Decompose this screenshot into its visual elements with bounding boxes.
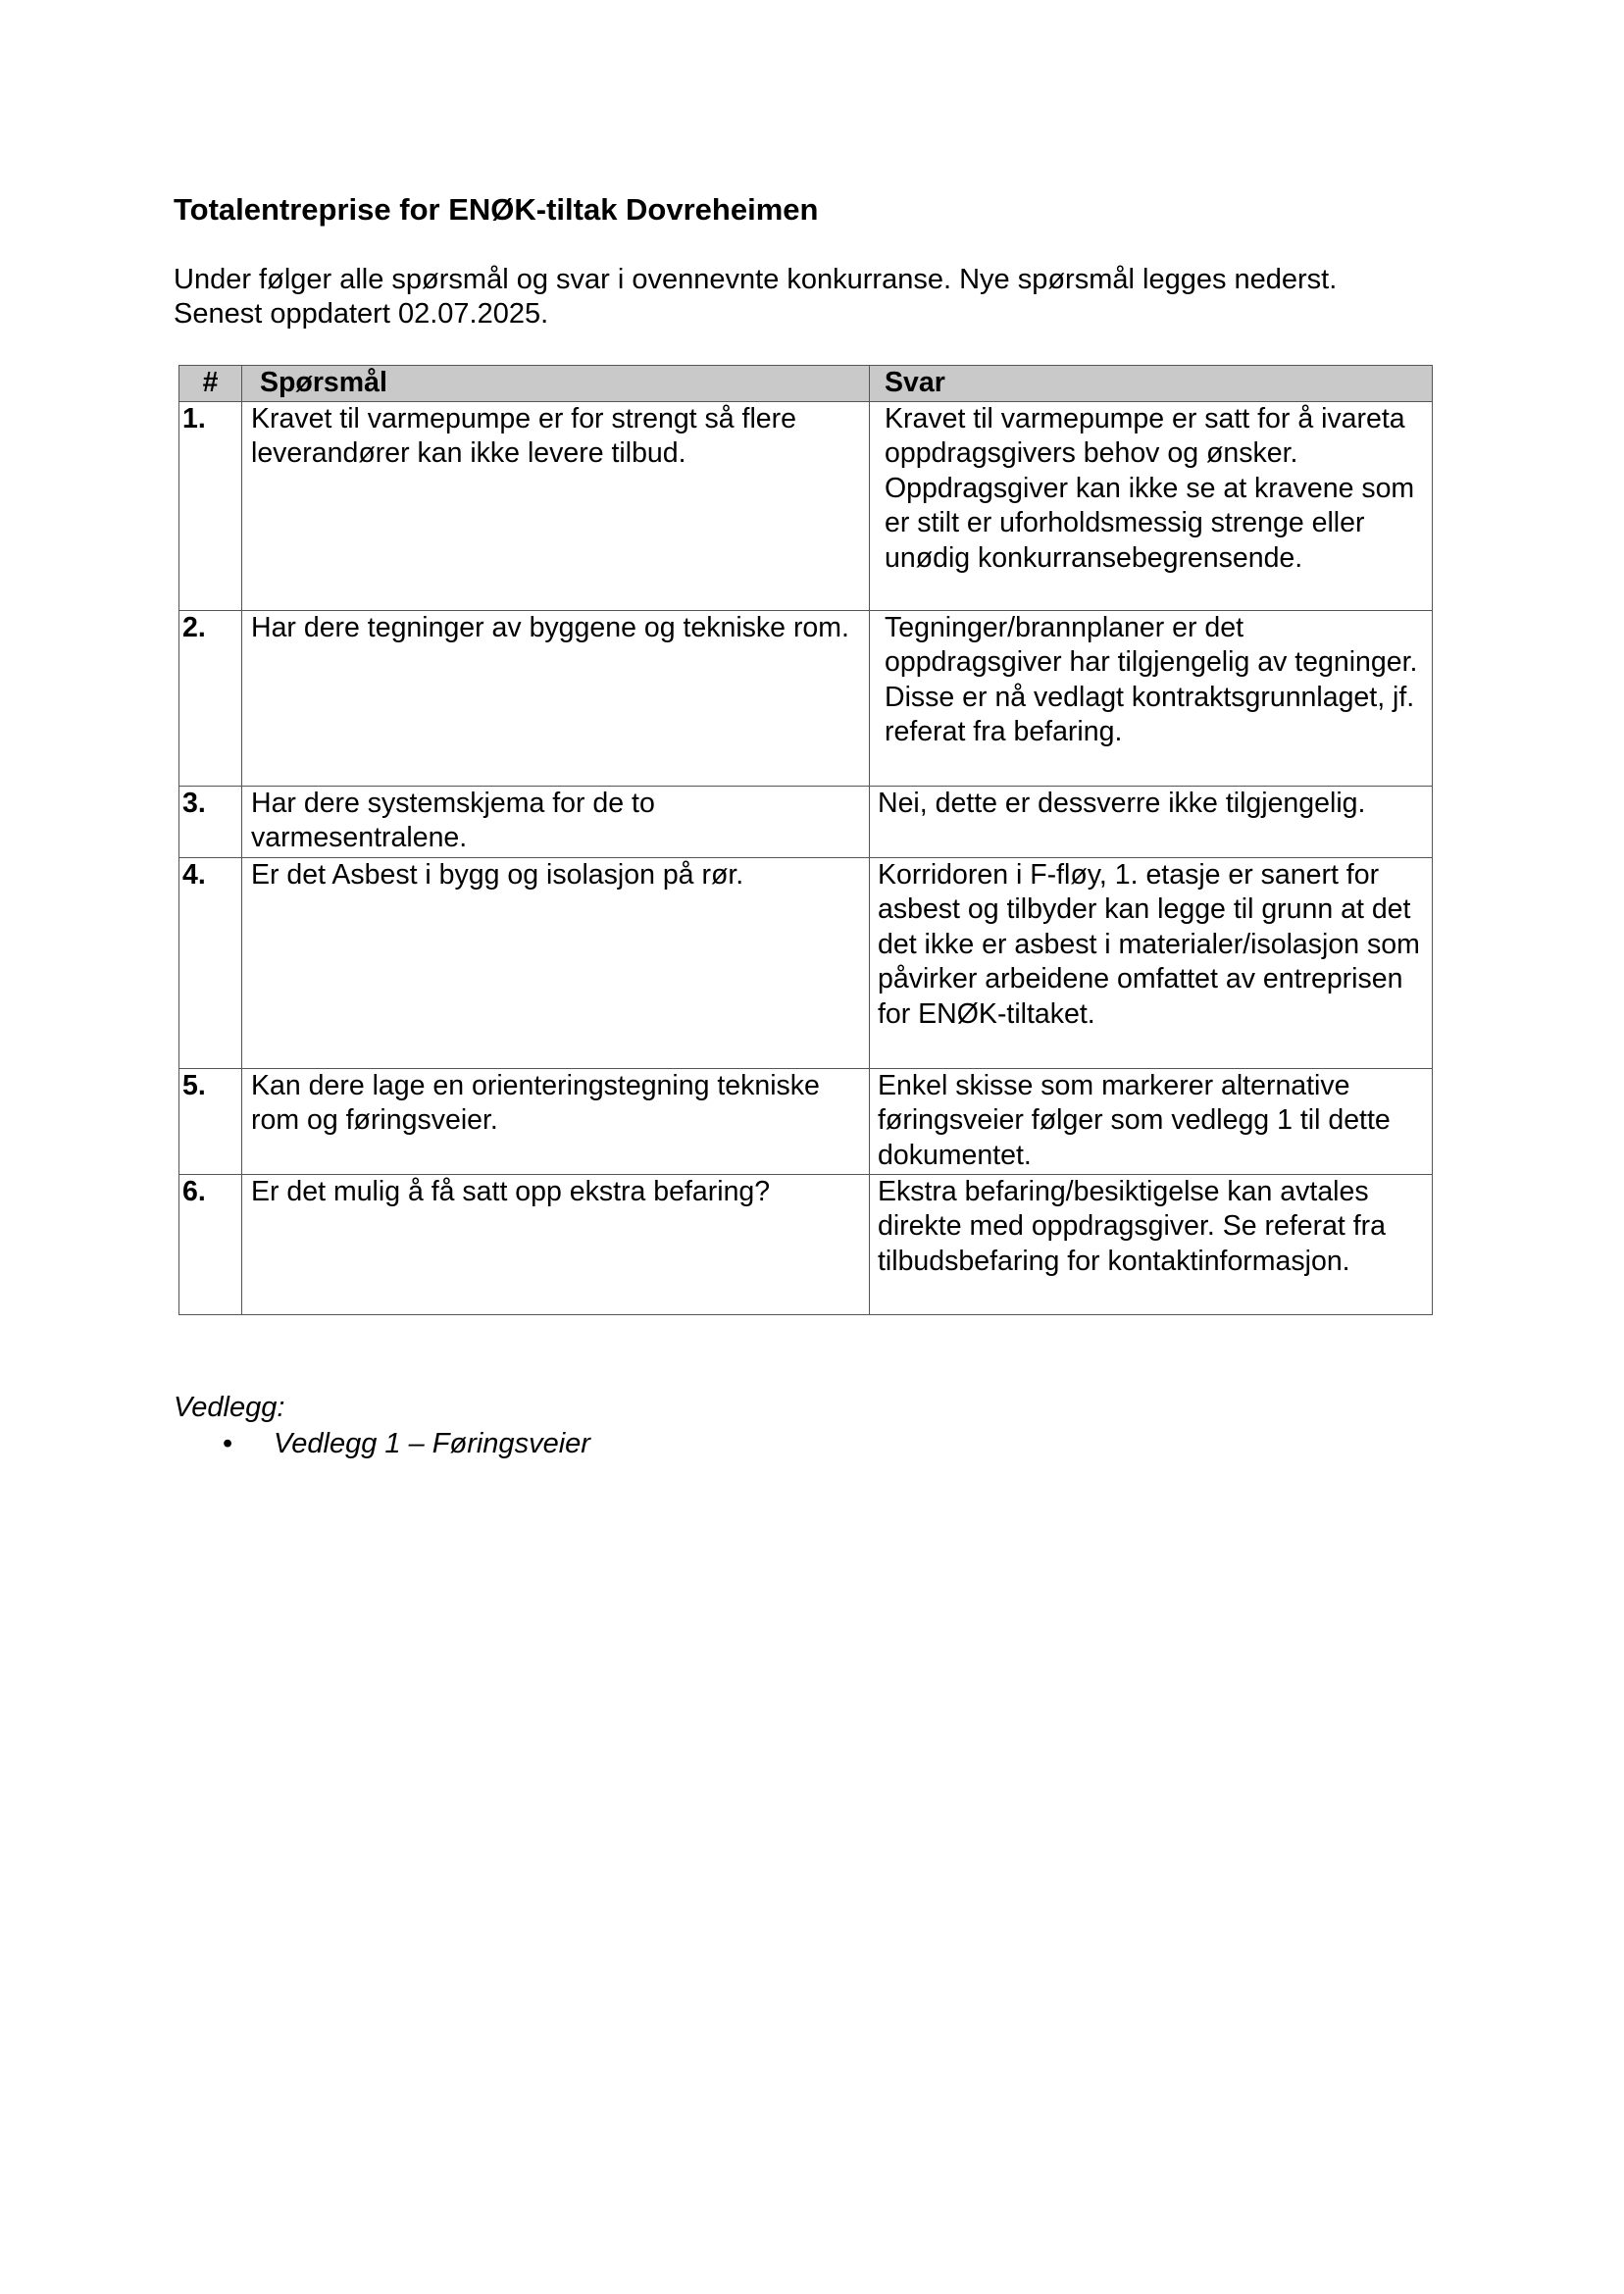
row-question: Kan dere lage en orienteringstegning tekniske rom og føringsveier. [242,1068,870,1174]
document-title: Totalentreprise for ENØK-tiltak Dovreheimen [174,192,819,227]
intro-text [174,263,1448,331]
header-number: # [179,366,242,402]
row-answer: Ekstra befaring/besiktigelse kan avtales direkte med oppdragsgiver. Se referat fra tilbudsbefaring for kontaktinformasjon. [870,1174,1433,1314]
table-row [179,401,1433,610]
table-row [179,610,1433,786]
qa-table [178,365,1433,1315]
row-number: 3. [179,786,242,857]
table-row [179,857,1433,1068]
row-answer: Nei, dette er dessverre ikke tilgjengelig. [870,786,1433,857]
row-question: Er det Asbest i bygg og isolasjon på rør. [242,857,870,1068]
row-number: 2. [179,610,242,786]
row-question: Har dere systemskjema for de to varmesentralene. [242,786,870,857]
attachments-heading: Vedlegg: [174,1392,285,1423]
table-row [179,1174,1433,1314]
table-row [179,1068,1433,1174]
attachments-list [174,1427,590,1461]
row-answer: Tegninger/brannplaner er det oppdragsgiver har tilgjengelig av tegninger. Disse er nå vedlagt kontraktsgrunnlaget, jf. referat fra befaring. [870,610,1433,786]
attachment-item [174,1427,590,1461]
row-number: 4. [179,857,242,1068]
intro-line-2: Senest oppdatert 02.07.2025. [174,298,549,330]
table-row [179,786,1433,857]
row-number: 5. [179,1068,242,1174]
row-question: Er det mulig å få satt opp ekstra befaring? [242,1174,870,1314]
header-question: Spørsmål [242,366,870,402]
row-number: 6. [179,1174,242,1314]
header-answer: Svar [870,366,1433,402]
row-number: 1. [179,401,242,610]
table-header-row [179,366,1433,402]
bullet-icon: • [223,1428,233,1459]
row-question: Kravet til varmepumpe er for strengt så flere leverandører kan ikke levere tilbud. [242,401,870,610]
intro-line-1: Under følger alle spørsmål og svar i ovennevnte konkurranse. Nye spørsmål legges nederst. [174,264,1338,295]
row-answer: Kravet til varmepumpe er satt for å ivareta oppdragsgivers behov og ønsker. Oppdragsgiver kan ikke se at kravene som er stilt er uforholdsmessig strenge eller unødig konkurransebegrensende. [870,401,1433,610]
row-answer: Korridoren i F-fløy, 1. etasje er sanert for asbest og tilbyder kan legge til grunn at det det ikke er asbest i materialer/isolasjon som påvirker arbeidene omfattet av entreprisen for ENØK-tiltaket. [870,857,1433,1068]
row-answer: Enkel skisse som markerer alternative føringsveier følger som vedlegg 1 til dette dokumentet. [870,1068,1433,1174]
row-question: Har dere tegninger av byggene og tekniske rom. [242,610,870,786]
attachment-label: Vedlegg 1 – Føringsveier [274,1428,590,1459]
